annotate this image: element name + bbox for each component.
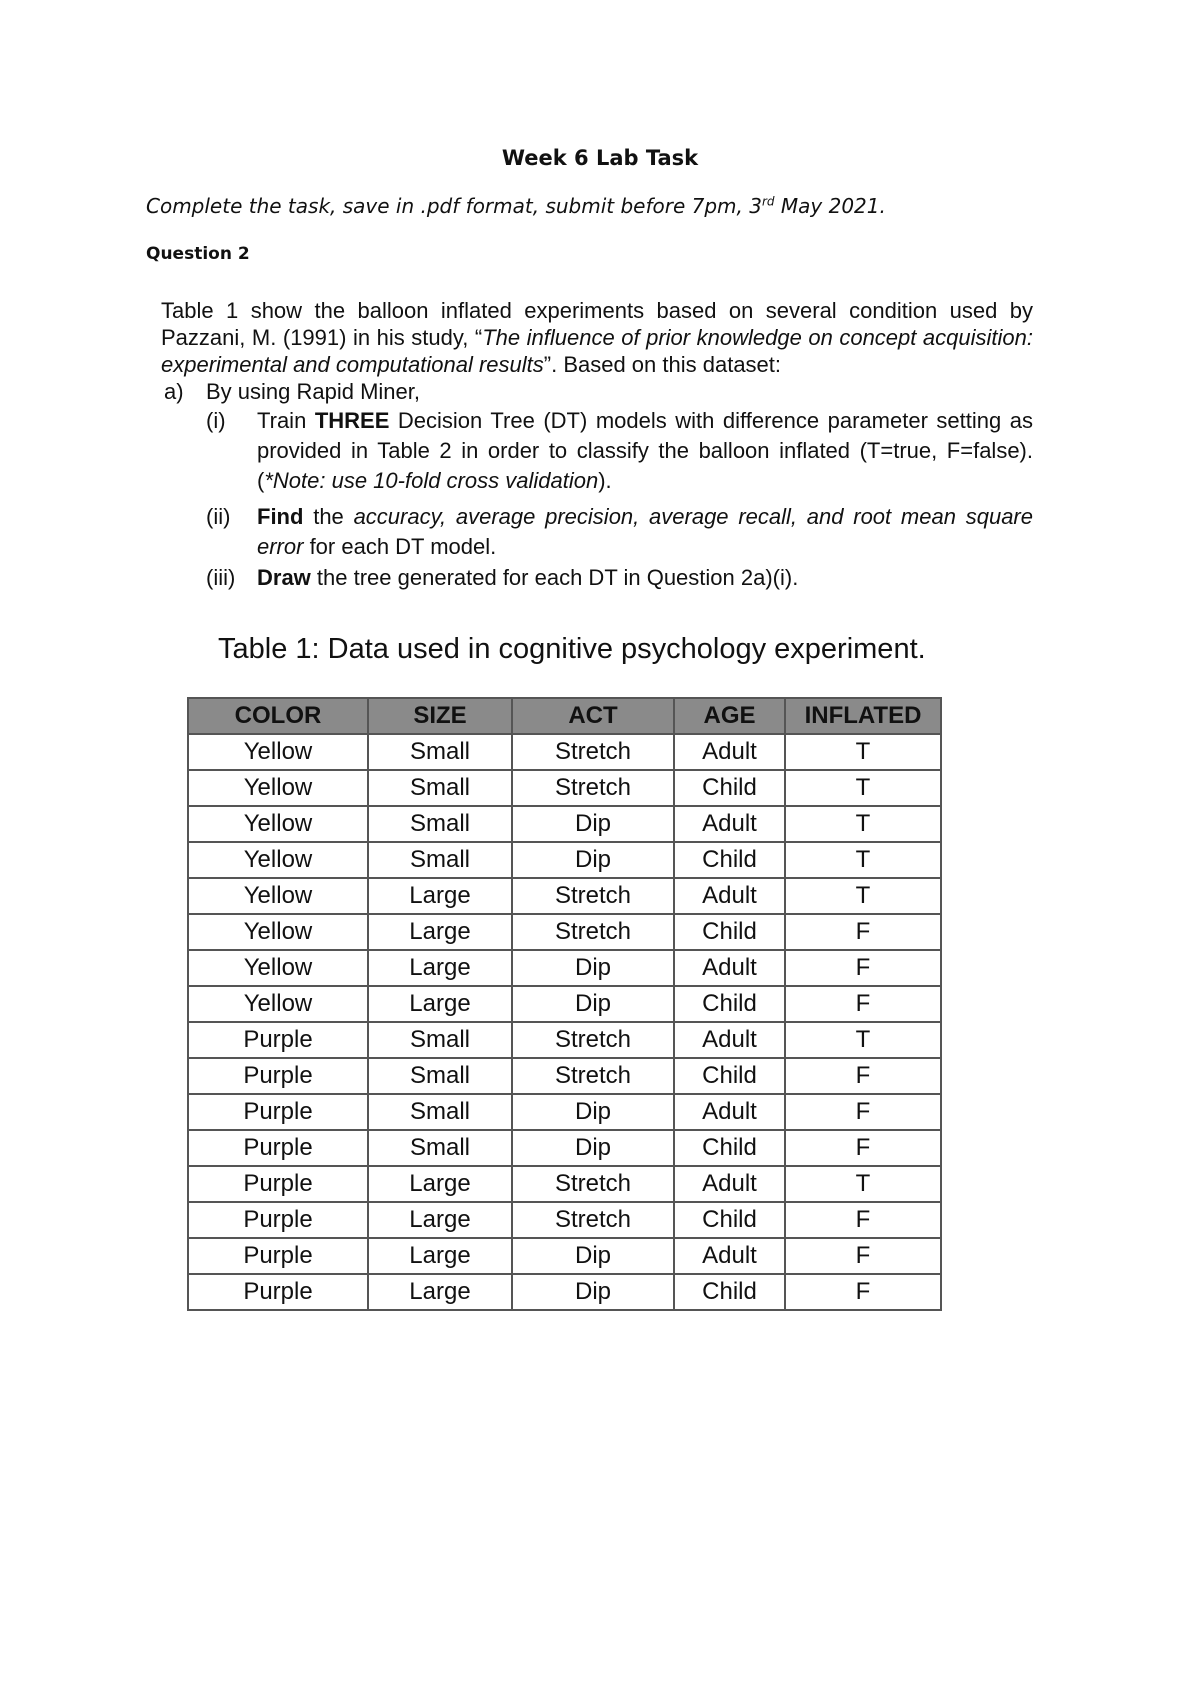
intro-text-end: ”. Based on this dataset:: [543, 352, 782, 377]
instructions-text: Complete the task, save in .pdf format, submit before 7pm, 3: [146, 194, 762, 218]
table-cell: Stretch: [512, 914, 674, 950]
table-cell: Purple: [188, 1130, 368, 1166]
table-cell: Stretch: [512, 1022, 674, 1058]
table-cell: Yellow: [188, 770, 368, 806]
table-cell: Stretch: [512, 878, 674, 914]
item-ii-text-2: for each DT model.: [303, 534, 497, 559]
table-cell: Yellow: [188, 914, 368, 950]
table-cell: Child: [674, 1130, 785, 1166]
list-item-i: [206, 406, 1033, 496]
table-cell: Small: [368, 734, 512, 770]
table-cell: Stretch: [512, 1058, 674, 1094]
table-row: [188, 878, 941, 914]
item-i-text-1: Train: [257, 408, 315, 433]
table-cell: F: [785, 1130, 941, 1166]
table-cell: Small: [368, 1022, 512, 1058]
table-cell: Yellow: [188, 986, 368, 1022]
table-row: [188, 1130, 941, 1166]
table-cell: Stretch: [512, 1202, 674, 1238]
table-cell: Child: [674, 1202, 785, 1238]
table-cell: T: [785, 842, 941, 878]
table-row: [188, 1094, 941, 1130]
list-marker-iii: (iii): [206, 565, 236, 590]
table-row: [188, 1202, 941, 1238]
table-cell: F: [785, 950, 941, 986]
table-cell: Purple: [188, 1238, 368, 1274]
table-row: [188, 770, 941, 806]
table-cell: Large: [368, 950, 512, 986]
table-cell: Small: [368, 1094, 512, 1130]
table-cell: Adult: [674, 1238, 785, 1274]
table-cell: Dip: [512, 842, 674, 878]
item-i-text-3: ).: [598, 468, 612, 493]
table-cell: T: [785, 1166, 941, 1202]
table-cell: Small: [368, 842, 512, 878]
table-cell: Yellow: [188, 950, 368, 986]
column-header: SIZE: [368, 698, 512, 734]
table-cell: T: [785, 878, 941, 914]
intro-paragraph: [161, 297, 1033, 378]
table-row: [188, 914, 941, 950]
table-row: [188, 1274, 941, 1310]
intro-text-start: Table 1 show the balloon inflated experiments based on several condition used by Pazzani, M. (1991) in his study, “: [161, 298, 1033, 350]
table-cell: F: [785, 1058, 941, 1094]
table-cell: Child: [674, 914, 785, 950]
table-cell: Large: [368, 1274, 512, 1310]
table-cell: Small: [368, 1130, 512, 1166]
study-title: The influence of prior knowledge on concept acquisition: experimental and computational results: [161, 325, 1033, 377]
page-title: Week 6 Lab Task: [501, 146, 699, 170]
table-cell: Child: [674, 842, 785, 878]
item-i-note: *Note: use 10-fold cross validation: [264, 468, 599, 493]
table-row: [188, 1238, 941, 1274]
table-cell: Dip: [512, 1238, 674, 1274]
list-text-a: By using Rapid Miner,: [206, 379, 420, 404]
table-cell: Dip: [512, 1274, 674, 1310]
table-cell: Large: [368, 914, 512, 950]
table-cell: F: [785, 914, 941, 950]
table-row: [188, 842, 941, 878]
table-cell: Adult: [674, 1166, 785, 1202]
table-cell: F: [785, 1094, 941, 1130]
data-table: [187, 697, 942, 1311]
table-cell: Adult: [674, 950, 785, 986]
table-cell: T: [785, 734, 941, 770]
table-cell: F: [785, 1202, 941, 1238]
table-row: [188, 806, 941, 842]
item-ii-bold: Find: [257, 504, 304, 529]
table-cell: T: [785, 1022, 941, 1058]
table-cell: Child: [674, 1274, 785, 1310]
table-cell: Stretch: [512, 734, 674, 770]
table-cell: Purple: [188, 1166, 368, 1202]
table-cell: Yellow: [188, 806, 368, 842]
table-cell: Purple: [188, 1274, 368, 1310]
item-i-bold: THREE: [314, 408, 390, 433]
table-cell: F: [785, 986, 941, 1022]
table-cell: Purple: [188, 1202, 368, 1238]
question-label: Question 2: [146, 244, 250, 264]
instructions-superscript: rd: [761, 194, 775, 209]
table-cell: Small: [368, 806, 512, 842]
table-cell: Yellow: [188, 842, 368, 878]
table-cell: Child: [674, 770, 785, 806]
table-cell: Small: [368, 1058, 512, 1094]
column-header: COLOR: [188, 698, 368, 734]
table-cell: Stretch: [512, 1166, 674, 1202]
column-header: ACT: [512, 698, 674, 734]
table-cell: Large: [368, 986, 512, 1022]
table-row: [188, 734, 941, 770]
table-cell: Large: [368, 1238, 512, 1274]
table-cell: Dip: [512, 986, 674, 1022]
table-row: [188, 1166, 941, 1202]
list-marker-a: a): [164, 379, 184, 404]
table-cell: Adult: [674, 806, 785, 842]
table-row: [188, 986, 941, 1022]
list-item-ii: [206, 502, 1033, 562]
table-cell: Adult: [674, 878, 785, 914]
table-body: [188, 734, 941, 1310]
table-cell: Stretch: [512, 770, 674, 806]
list-marker-ii: (ii): [206, 504, 231, 529]
table-cell: Adult: [674, 1022, 785, 1058]
table-cell: Large: [368, 878, 512, 914]
instructions-date-end: May 2021.: [774, 194, 886, 218]
table-cell: Adult: [674, 734, 785, 770]
table-row: [188, 950, 941, 986]
table-cell: F: [785, 1238, 941, 1274]
table-cell: Dip: [512, 1094, 674, 1130]
table-cell: Small: [368, 770, 512, 806]
table-cell: T: [785, 770, 941, 806]
column-header: INFLATED: [785, 698, 941, 734]
table-cell: Large: [368, 1166, 512, 1202]
item-ii-text-1: the: [303, 504, 354, 529]
item-ii-metrics: accuracy, average precision, average recall, and root mean square error: [257, 504, 1033, 559]
item-i-text-2: Decision Tree (DT) models with difference parameter setting as provided in Table 2 in order to classify the balloon inflated (T=true, F=false). (: [257, 408, 1033, 493]
list-item-iii: [206, 563, 1033, 593]
table-cell: T: [785, 806, 941, 842]
table-row: [188, 1022, 941, 1058]
table-caption: Table 1: Data used in cognitive psychology experiment.: [218, 633, 926, 665]
table-cell: Yellow: [188, 878, 368, 914]
table-cell: Purple: [188, 1094, 368, 1130]
table-cell: F: [785, 1274, 941, 1310]
table-cell: Large: [368, 1202, 512, 1238]
table-row: [188, 1058, 941, 1094]
submission-instructions: [146, 194, 886, 218]
table-cell: Dip: [512, 806, 674, 842]
table-cell: Yellow: [188, 734, 368, 770]
item-iii-text: the tree generated for each DT in Question 2a)(i).: [310, 565, 799, 590]
table-cell: Dip: [512, 950, 674, 986]
table-cell: Adult: [674, 1094, 785, 1130]
item-iii-bold: Draw: [257, 565, 311, 590]
table-cell: Dip: [512, 1130, 674, 1166]
table-cell: Child: [674, 1058, 785, 1094]
table-header-row: [188, 698, 941, 734]
column-header: AGE: [674, 698, 785, 734]
table-cell: Child: [674, 986, 785, 1022]
list-item-a: [164, 378, 420, 405]
table-cell: Purple: [188, 1058, 368, 1094]
list-marker-i: (i): [206, 408, 226, 433]
table-cell: Purple: [188, 1022, 368, 1058]
